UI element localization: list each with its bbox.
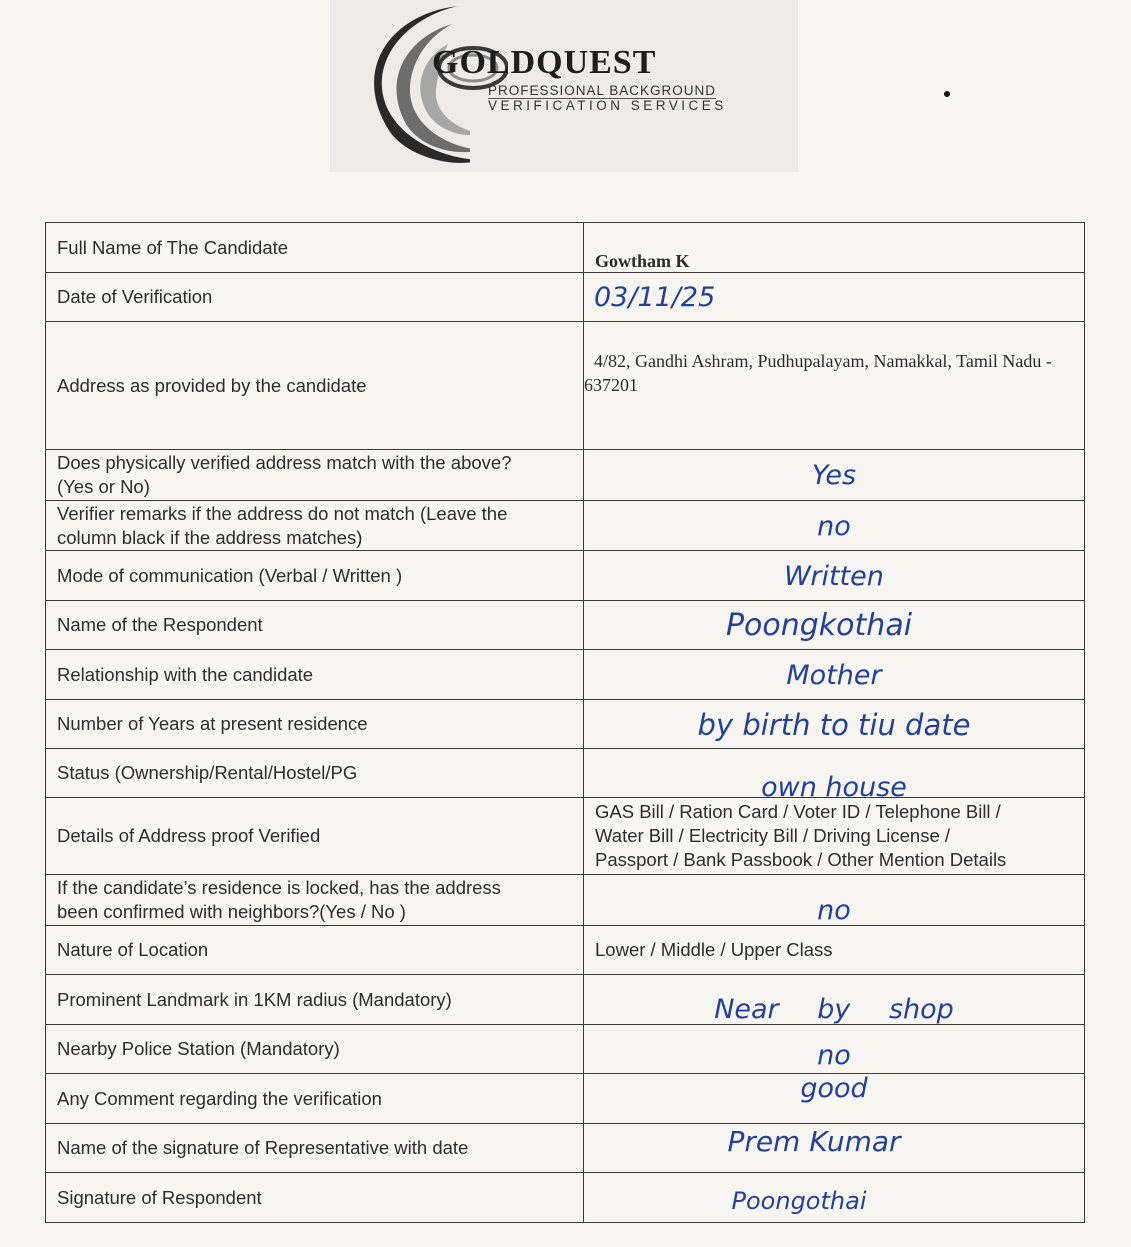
table-row [46,749,1085,798]
row-label: Full Name of The Candidate [46,223,584,273]
table-row [46,223,1085,273]
row-label: Relationship with the candidate [46,650,584,700]
table-row [46,501,1085,551]
table-row [46,322,1085,450]
row-label: Details of Address proof Verified [46,798,584,875]
address-proof-value: GAS Bill / Ration Card / Voter ID / Telephone Bill / Water Bill / Electricity Bill / Driving License / Passport / Bank Passbook / Other Mention Details [584,798,1085,875]
landmark-value: Near by shop [584,975,1085,1025]
verification-form-table [45,222,1085,1223]
row-label: Verifier remarks if the address do not match (Leave the column black if the address matches) [46,501,584,551]
table-row [46,926,1085,975]
representative-signature: Prem Kumar [584,1124,1085,1173]
neighbors-confirmed-value: no [584,875,1085,926]
relationship-value: Mother [584,650,1085,700]
table-row [46,875,1085,926]
row-label: If the candidate’s residence is locked, has the address been confirmed with neighbors?(Yes / No ) [46,875,584,926]
table-row [46,1173,1085,1223]
row-label: Date of Verification [46,273,584,322]
row-label: Any Comment regarding the verification [46,1074,584,1124]
row-label: Prominent Landmark in 1KM radius (Mandatory) [46,975,584,1025]
brand-name: GOLDQUEST [432,44,657,81]
row-label: Name of the Respondent [46,601,584,650]
residence-status-value: own house [584,749,1085,798]
row-label: Number of Years at present residence [46,700,584,749]
table-row [46,700,1085,749]
verification-date-value: 03/11/25 [584,273,1085,322]
nature-of-location-value: Lower / Middle / Upper Class [584,926,1085,975]
communication-mode-value: Written [584,551,1085,601]
ink-dot [944,91,950,97]
table-row [46,1124,1085,1173]
address-value: 4/82, Gandhi Ashram, Pudhupalayam, Namakkal, Tamil Nadu - 637201 [584,322,1085,450]
table-row [46,551,1085,601]
row-label: Nature of Location [46,926,584,975]
years-at-residence-value: by birth to tiu date [584,700,1085,749]
row-label: Nearby Police Station (Mandatory) [46,1025,584,1074]
respondent-name-value: Poongkothai [584,601,1085,650]
brand-tagline-2: VERIFICATION SERVICES [488,98,727,113]
candidate-name-value: Gowtham K [584,223,1085,273]
table-row [46,1025,1085,1074]
table-row [46,1074,1085,1124]
table-row [46,450,1085,501]
brand-tagline-1: PROFESSIONAL BACKGROUND [488,83,717,98]
row-label: Name of the signature of Representative with date [46,1124,584,1173]
row-label: Signature of Respondent [46,1173,584,1223]
address-match-value: Yes [584,450,1085,501]
row-label: Does physically verified address match with the above? (Yes or No) [46,450,584,501]
respondent-signature: Poongothai [584,1173,1085,1223]
table-row [46,601,1085,650]
table-row [46,798,1085,875]
row-label: Status (Ownership/Rental/Hostel/PG [46,749,584,798]
police-station-value: no [584,1025,1085,1074]
table-row [46,975,1085,1025]
verifier-remarks-value: no [584,501,1085,551]
table-row [46,273,1085,322]
table-row [46,650,1085,700]
row-label: Mode of communication (Verbal / Written ) [46,551,584,601]
row-label: Address as provided by the candidate [46,322,584,450]
verification-comment-value: good [584,1074,1085,1124]
